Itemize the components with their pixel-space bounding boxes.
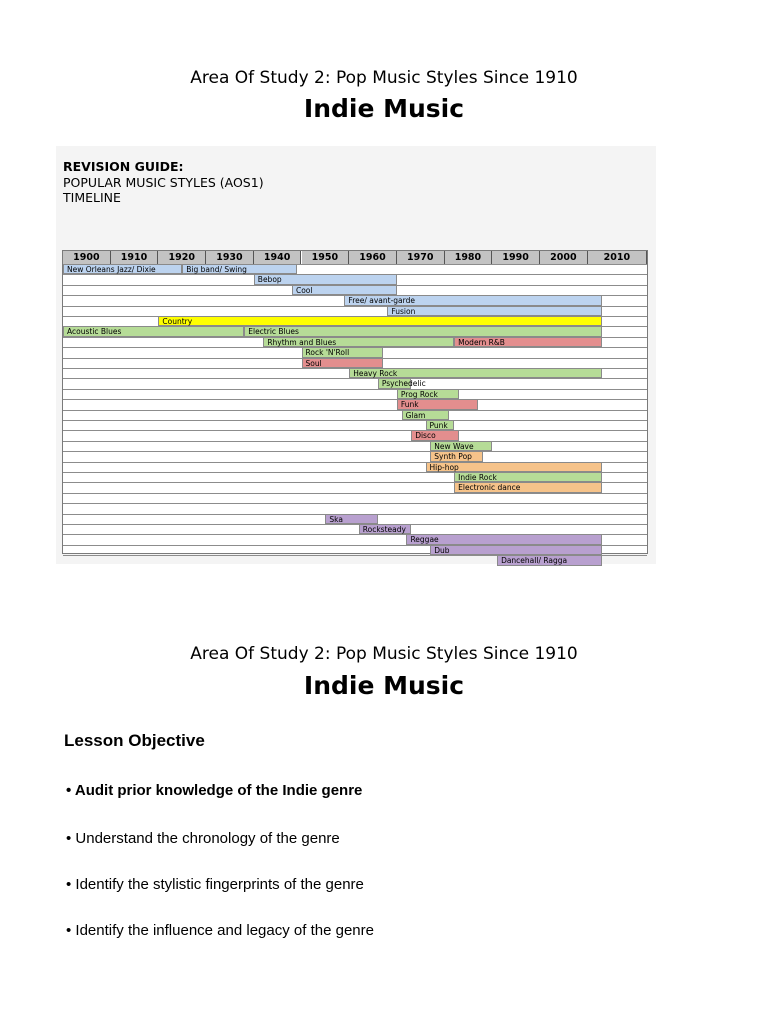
style-bar-new-orleans-jazz-dixie: New Orleans Jazz/ Dixie — [63, 264, 182, 274]
timeline-row-line — [63, 503, 647, 504]
timeline-row-line — [63, 451, 647, 452]
style-bar-synth-pop: Synth Pop — [430, 451, 482, 461]
page-title-2: Indie Music — [303, 671, 465, 700]
timeline-row-line — [63, 389, 647, 390]
style-bar-cool: Cool — [292, 285, 397, 295]
decade-header-1910: 1910 — [111, 251, 159, 264]
decade-header-1900: 1900 — [63, 251, 111, 264]
style-bar-free-avant-garde: Free/ avant-garde — [344, 295, 602, 305]
style-bar-dub: Dub — [430, 545, 602, 555]
style-bar-psychedelic: Psychedelic — [378, 378, 411, 388]
revision-heading: REVISION GUIDE: — [63, 159, 184, 174]
timeline-row-line — [63, 378, 647, 379]
decade-header-2000: 2000 — [540, 251, 588, 264]
style-bar-rhythm-and-blues: Rhythm and Blues — [263, 337, 454, 347]
style-bar-ska: Ska — [325, 514, 377, 524]
style-bar-funk: Funk — [397, 399, 478, 409]
decade-header-1930: 1930 — [206, 251, 254, 264]
style-bar-country: Country — [158, 316, 602, 326]
style-bar-glam: Glam — [402, 410, 450, 420]
style-bar-soul: Soul — [302, 358, 383, 368]
page-subtitle: Area Of Study 2: Pop Music Styles Since 1910 — [190, 68, 578, 88]
style-bar-indie-rock: Indie Rock — [454, 472, 602, 482]
timeline-row-line — [63, 493, 647, 494]
decade-header-1940: 1940 — [254, 251, 302, 264]
style-bar-punk: Punk — [426, 420, 455, 430]
timeline-row-line — [63, 410, 647, 411]
objective-2: • Understand the chronology of the genre — [66, 830, 340, 847]
page-subtitle-2: Area Of Study 2: Pop Music Styles Since 1910 — [190, 644, 578, 664]
page-title: Indie Music — [303, 94, 465, 123]
revision-line-2: TIMELINE — [63, 190, 121, 205]
style-bar-fusion: Fusion — [387, 306, 602, 316]
style-bar-acoustic-blues: Acoustic Blues — [63, 326, 244, 336]
decade-header-1990: 1990 — [492, 251, 540, 264]
style-bar-dancehall-ragga: Dancehall/ Ragga — [497, 555, 602, 565]
style-bar-disco: Disco — [411, 430, 459, 440]
style-bar-heavy-rock: Heavy Rock — [349, 368, 602, 378]
decade-header-1970: 1970 — [397, 251, 445, 264]
decade-header-1950: 1950 — [302, 251, 350, 264]
style-bar-rocksteady: Rocksteady — [359, 524, 411, 534]
objective-3: • Identify the stylistic fingerprints of the genre — [66, 876, 364, 893]
timeline-row-line — [63, 441, 647, 442]
lesson-objective-heading: Lesson Objective — [64, 731, 205, 750]
timeline-row-line — [63, 430, 647, 431]
style-bar-hip-hop: Hip-hop — [426, 462, 602, 472]
decade-header-1960: 1960 — [349, 251, 397, 264]
timeline-row-line — [63, 399, 647, 400]
timeline-row-line — [63, 524, 647, 525]
decade-header-2010: 2010 — [588, 251, 647, 264]
objective-1: • Audit prior knowledge of the Indie genre — [66, 782, 363, 799]
decade-header-1980: 1980 — [445, 251, 493, 264]
music-styles-timeline — [62, 250, 648, 566]
style-bar-bebop: Bebop — [254, 274, 397, 284]
style-bar-modern-r-b: Modern R&B — [454, 337, 602, 347]
style-bar-prog-rock: Prog Rock — [397, 389, 459, 399]
style-bar-big-band-swing: Big band/ Swing — [182, 264, 296, 274]
style-bar-electric-blues: Electric Blues — [244, 326, 602, 336]
timeline-row-line — [63, 420, 647, 421]
style-bar-new-wave: New Wave — [430, 441, 492, 451]
style-bar-reggae: Reggae — [406, 534, 602, 544]
revision-line-1: POPULAR MUSIC STYLES (AOS1) — [63, 175, 264, 190]
decade-header-1920: 1920 — [158, 251, 206, 264]
objective-4: • Identify the influence and legacy of the genre — [66, 922, 374, 939]
style-bar-rock-n-roll: Rock 'N'Roll — [302, 347, 383, 357]
style-bar-electronic-dance: Electronic dance — [454, 482, 602, 492]
